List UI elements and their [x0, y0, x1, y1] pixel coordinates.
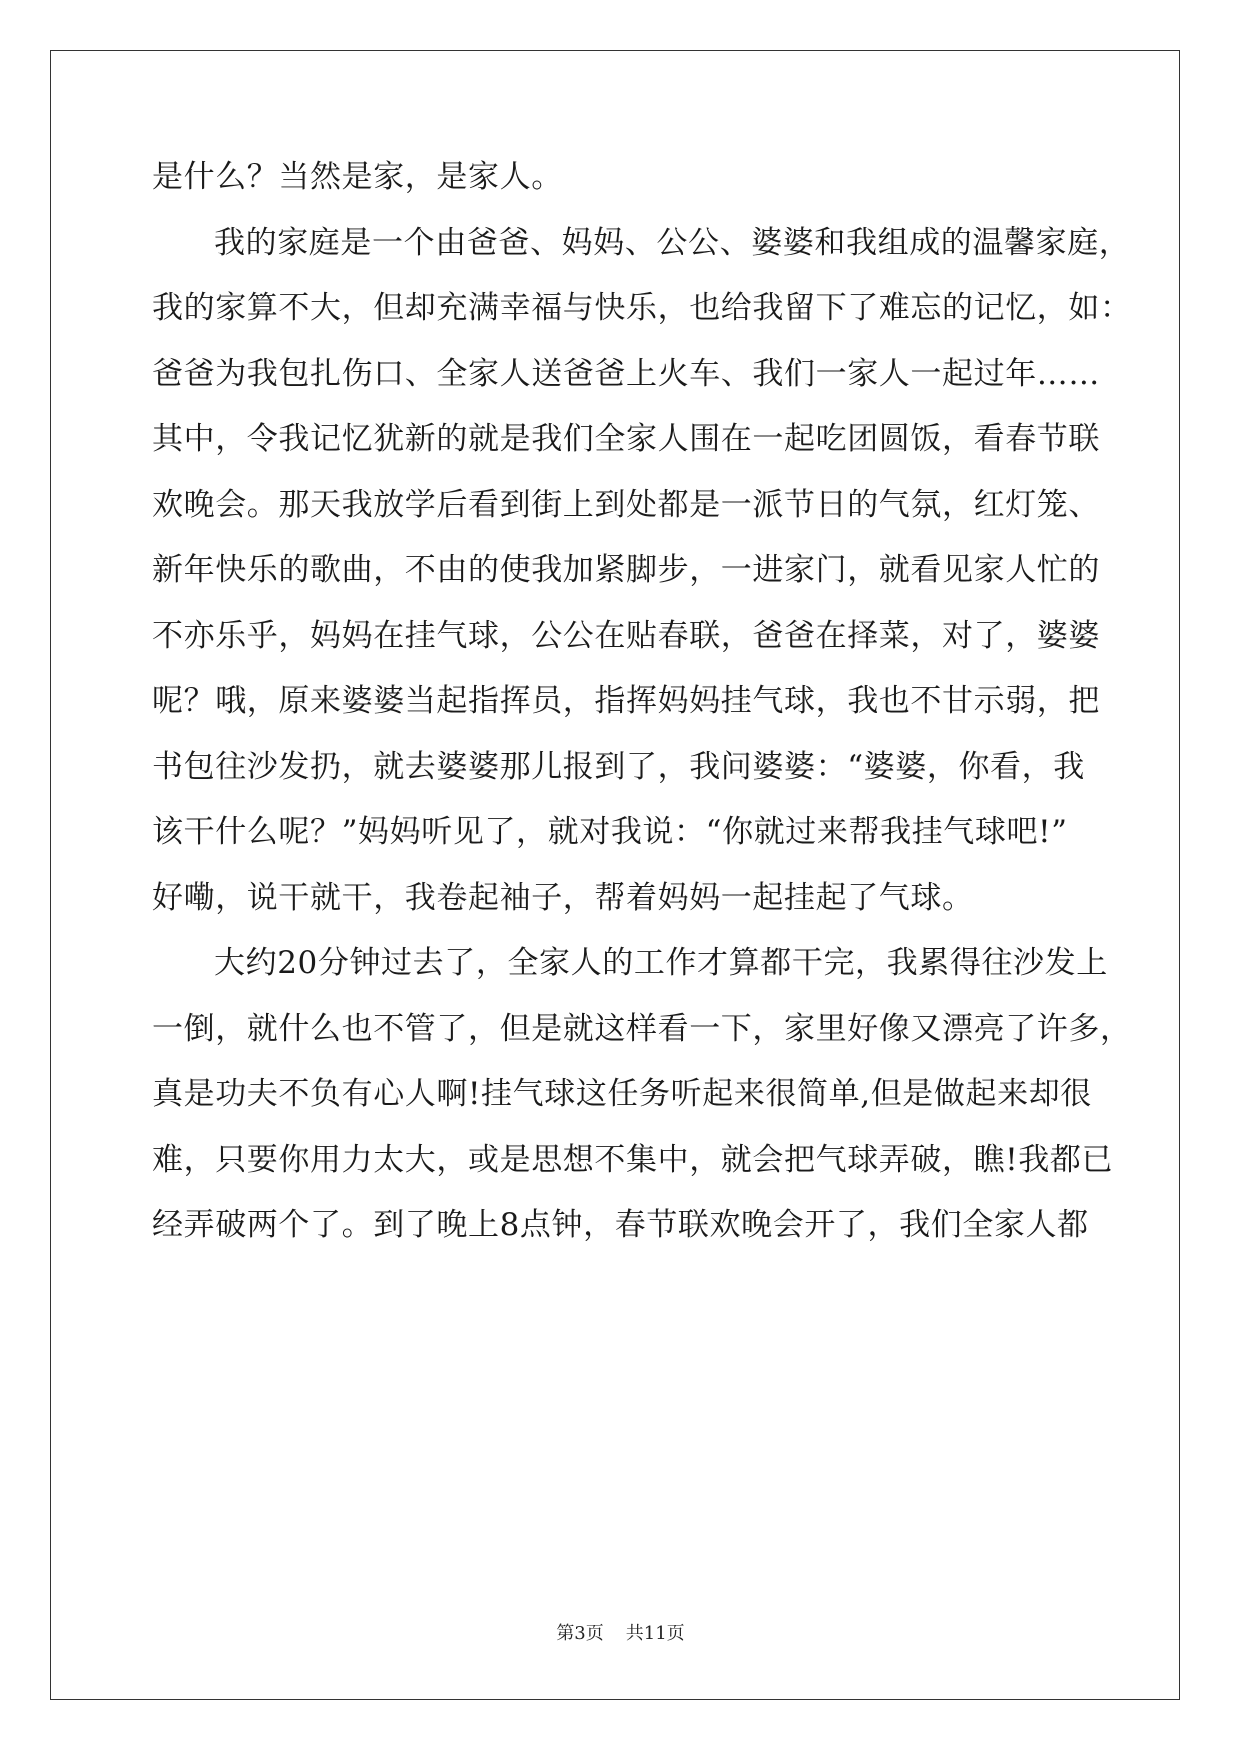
- body-line: 爸爸为我包扎伤口、全家人送爸爸上火车、我们一家人一起过年……: [152, 355, 1100, 392]
- body-line: 难，只要你用力太大，或是思想不集中，就会把气球弄破，瞧!我都已: [152, 1141, 1114, 1178]
- body-line: 书包往沙发扔，就去婆婆那儿报到了，我问婆婆：“婆婆，你看，我: [152, 748, 1085, 785]
- body-line: 经弄破两个了。到了晚上8点钟，春节联欢晚会开了，我们全家人都: [152, 1207, 1089, 1243]
- body-line: 其中，令我记忆犹新的就是我们全家人围在一起吃团圆饭，看春节联: [152, 421, 1100, 457]
- page-total: 共11页: [625, 1623, 685, 1644]
- body-line: 该干什么呢？”妈妈听见了，就对我说：“你就过来帮我挂气球吧!”: [152, 814, 1068, 850]
- body-line: 是什么？当然是家，是家人。: [152, 159, 563, 195]
- page-footer: [0, 1624, 1241, 1644]
- document-body: [152, 159, 1132, 1274]
- body-line: 欢晚会。那天我放学后看到街上到处都是一派节日的气氛，红灯笼、: [152, 486, 1100, 523]
- body-line: 好嘞，说干就干，我卷起袖子，帮着妈妈一起挂起了气球。: [152, 879, 974, 916]
- body-line: 一倒，就什么也不管了，但是就这样看一下，家里好像又漂亮了许多，: [152, 1010, 1132, 1047]
- body-line: 真是功夫不负有心人啊!挂气球这任务听起来很简单,但是做起来却很: [152, 1076, 1092, 1112]
- page-number: 第3页: [556, 1623, 604, 1644]
- body-line: 我的家庭是一个由爸爸、妈妈、公公、婆婆和我组成的温馨家庭，: [214, 224, 1131, 261]
- body-line: 新年快乐的歌曲，不由的使我加紧脚步，一进家门，就看见家人忙的: [152, 552, 1100, 588]
- body-line: 呢？哦，原来婆婆当起指挥员，指挥妈妈挂气球，我也不甘示弱，把: [152, 683, 1100, 719]
- body-line: 我的家算不大，但却充满幸福与快乐，也给我留下了难忘的记忆，如：: [152, 290, 1132, 326]
- body-line: 大约20分钟过去了，全家人的工作才算都干完，我累得往沙发上: [214, 945, 1108, 981]
- body-line: 不亦乐乎，妈妈在挂气球，公公在贴春联，爸爸在择菜，对了，婆婆: [152, 617, 1100, 654]
